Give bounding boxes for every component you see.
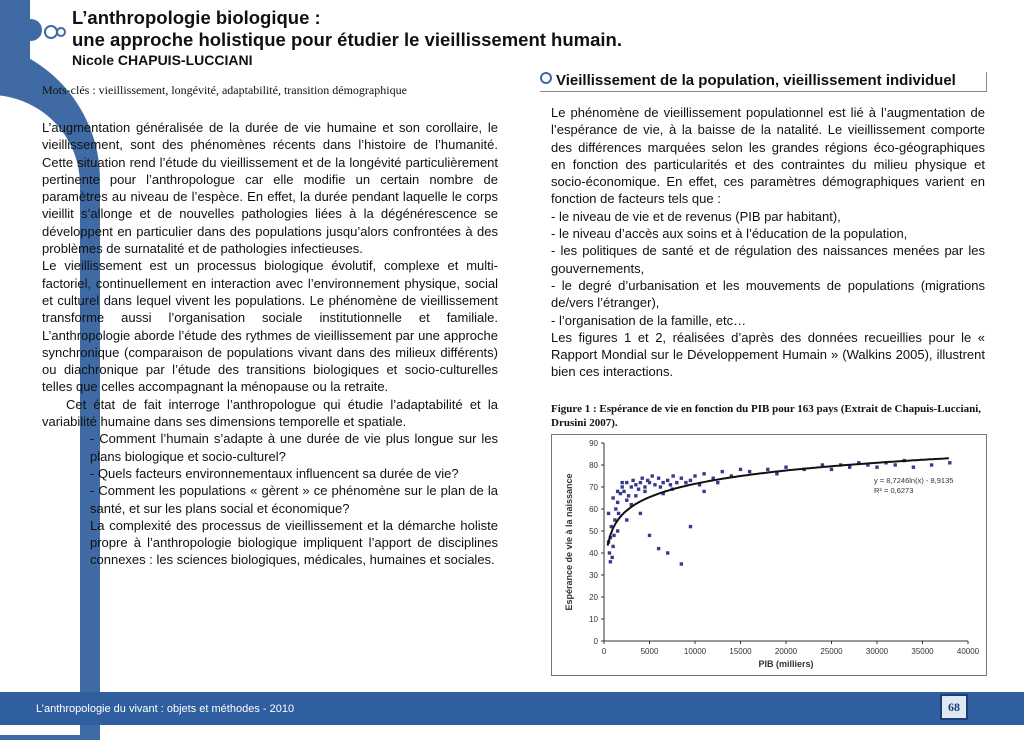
question-item: - Comment l’humain s’adapte à une durée de vie plus longue sur les plans biologique et socio-culturel? (90, 431, 498, 464)
section-heading-text: Vieillissement de la population, vieillissement individuel (556, 72, 956, 89)
data-point (680, 562, 683, 565)
trendline-r2: R² = 0,6273 (874, 486, 914, 495)
logo-dot-small (56, 27, 66, 37)
y-tick-label: 10 (589, 615, 598, 624)
y-axis-label: Espérance de vie à la naissance (564, 473, 574, 611)
x-tick-label: 5000 (640, 647, 659, 656)
data-point (622, 490, 625, 493)
data-point (830, 468, 833, 471)
data-point (625, 518, 628, 521)
data-point (627, 494, 630, 497)
x-tick-label: 40000 (956, 647, 980, 656)
trendline-equation: y = 8,7246ln(x) - 8,9135 (874, 476, 954, 485)
list-item: - le niveau d’accès aux soins et à l’éducation de la population, (551, 226, 908, 242)
data-point (616, 529, 619, 532)
data-point (912, 466, 915, 469)
y-tick-label: 70 (589, 483, 598, 492)
y-tick-label: 40 (589, 549, 598, 558)
data-point (607, 512, 610, 515)
y-tick-label: 20 (589, 593, 598, 602)
data-point (669, 483, 672, 486)
data-point (614, 507, 617, 510)
keywords: Mots-clés : vieillissement, longévité, adaptabilité, transition démographique (42, 83, 407, 97)
data-point (680, 477, 683, 480)
bullet-circle-icon (540, 72, 552, 84)
footer-text: L’anthropologie du vivant : objets et méthodes - 2010 (36, 703, 295, 715)
data-point (631, 479, 634, 482)
data-point (689, 479, 692, 482)
page-number: 68 (940, 694, 968, 720)
data-point (716, 481, 719, 484)
y-tick-label: 30 (589, 571, 598, 580)
x-tick-label: 30000 (865, 647, 889, 656)
data-point (784, 466, 787, 469)
data-point (684, 481, 687, 484)
data-point (930, 463, 933, 466)
data-point (739, 468, 742, 471)
data-point (610, 556, 613, 559)
paragraph: Cet état de fait interroge l’anthropologue qui étudie l’adaptabilité et la variabilité humaine dans ses dimensions temporelle et spatiale. (42, 396, 498, 430)
x-tick-label: 35000 (911, 647, 934, 656)
data-point (611, 496, 614, 499)
page-title-line2: une approche holistique pour étudier le vieillissement humain. (72, 29, 622, 50)
page-title-line1: L’anthropologie biologique : (72, 7, 321, 28)
data-point (616, 501, 619, 504)
logo-dot-large (20, 19, 42, 41)
question-item: - Comment les populations « gèrent » ce phénomène sur le plan de la santé, et sur les plans social et économique? (90, 483, 498, 516)
paragraph: Le vieillissement est un processus biologique évolutif, complexe et multi-factoriel, continuellement en interaction avec l’environnement physique, social et culturel dans lequel vivent les populations. Le phénomène de vieillissement transforme aussi l’organisation sociale institutionnelle et familiale. L’anthropologie aborde l’étude des rythmes de vieillissement par une approche synchronique (comparaison de populations vivant dans des milieux différents) ou diachronique par l’étude des transitions biologiques et socio-culturelles telles que celles accompagnant la ménopause ou la retraite. (42, 258, 498, 395)
list-item: - le degré d’urbanisation et les mouvements de populations (migrations de/vers l’étranger), (551, 277, 985, 311)
figure-chart (551, 434, 987, 676)
data-point (608, 551, 611, 554)
data-point (693, 474, 696, 477)
data-point (637, 488, 640, 491)
data-point (641, 477, 644, 480)
data-point (766, 468, 769, 471)
data-point (648, 481, 651, 484)
data-point (634, 483, 637, 486)
data-point (621, 481, 624, 484)
data-point (666, 479, 669, 482)
paragraph: L’augmentation généralisée de la durée de vie humaine et son corollaire, le vieillissement, sont des phénomènes récents dans l’histoire de l’humanité. Cette situation rend l’étude du vieillissement et de la longévité particulièrement pertinente pour l’anthropologue car elle modifie un certain nombre de paramètres au niveau de l’espèce. En effet, la durée pendant laquelle le corps vieillit s’allonge et de nouvelles pathologies liées à la dégénérescence se développent en particulier dans des populations jusqu’alors confrontées à des problèmes de surnatalité et de pathologies infectieuses. (42, 120, 498, 257)
data-point (666, 551, 669, 554)
data-point (702, 490, 705, 493)
y-tick-label: 80 (589, 461, 598, 470)
data-point (702, 472, 705, 475)
y-tick-label: 90 (589, 439, 598, 448)
x-tick-label: 10000 (683, 647, 707, 656)
data-point (621, 485, 624, 488)
scatter-chart (552, 435, 986, 675)
list-item: - le niveau de vie et de revenus (PIB par habitant), (551, 208, 841, 224)
data-point (609, 560, 612, 563)
data-point (657, 547, 660, 550)
data-point (630, 485, 633, 488)
data-point (657, 477, 660, 480)
y-tick-label: 50 (589, 527, 598, 536)
section-heading (540, 72, 987, 92)
data-point (625, 499, 628, 502)
data-point (689, 525, 692, 528)
list-item: - l’organisation de la famille, etc… (551, 312, 747, 328)
data-point (651, 474, 654, 477)
data-point (643, 490, 646, 493)
data-point (948, 461, 951, 464)
data-point (848, 466, 851, 469)
x-tick-label: 0 (601, 647, 607, 656)
data-point (639, 481, 642, 484)
question-item: - Quels facteurs environnementaux influencent sa durée de vie? (90, 465, 459, 481)
data-point (643, 485, 646, 488)
data-point (648, 534, 651, 537)
data-point (639, 512, 642, 515)
author-name: Nicole CHAPUIS-LUCCIANI (72, 52, 253, 68)
list-item: - les politiques de santé et de régulation des naissances menées par les gouvernements, (551, 243, 985, 276)
figure-caption: Figure 1 : Espérance de vie en fonction du PIB pour 163 pays (Extrait de Chapuis-Lucciani, Drusini 2007). (551, 403, 981, 429)
data-point (634, 494, 637, 497)
data-point (612, 534, 615, 537)
data-point (616, 490, 619, 493)
y-tick-label: 0 (593, 637, 598, 646)
data-point (659, 485, 662, 488)
data-point (653, 483, 656, 486)
data-point (617, 512, 620, 515)
data-point (748, 470, 751, 473)
data-point (875, 466, 878, 469)
x-tick-label: 15000 (729, 647, 752, 656)
data-point (671, 474, 674, 477)
x-axis-label: PIB (milliers) (758, 659, 814, 669)
x-tick-label: 20000 (774, 647, 798, 656)
data-point (611, 545, 614, 548)
left-column (42, 119, 498, 569)
data-point (894, 463, 897, 466)
x-tick-label: 25000 (820, 647, 843, 656)
right-column (551, 104, 985, 381)
trendline (608, 458, 949, 545)
y-tick-label: 60 (589, 505, 598, 514)
paragraph: Le phénomène de vieillissement populationnel est lié à l’augmentation de l’espérance de vie, à la baisse de la natalité. Le vieillissement comporte des différences marquées selon les grandes régions éco-géographiques en fonction des particularités et des contraintes du milieu physique et socio-économique. En effet, ces paramètres démographiques varient en fonction de facteurs tels que : (551, 105, 985, 207)
data-point (661, 481, 664, 484)
data-point (625, 481, 628, 484)
data-point (721, 470, 724, 473)
data-point (675, 481, 678, 484)
paragraph: Les figures 1 et 2, réalisées d’après des données recueillies pour le « Rapport Mondial sur le Développement Humain » (Walkins 2005), illustrent bien ces interactions. (551, 329, 985, 380)
paragraph: La complexité des processus de vieillissement et la démarche holiste propre à l’anthropologie biologique impliquent l’apport de disciplines connexes : les sciences biologiques, médicales, humaines et sociales. (90, 517, 498, 568)
